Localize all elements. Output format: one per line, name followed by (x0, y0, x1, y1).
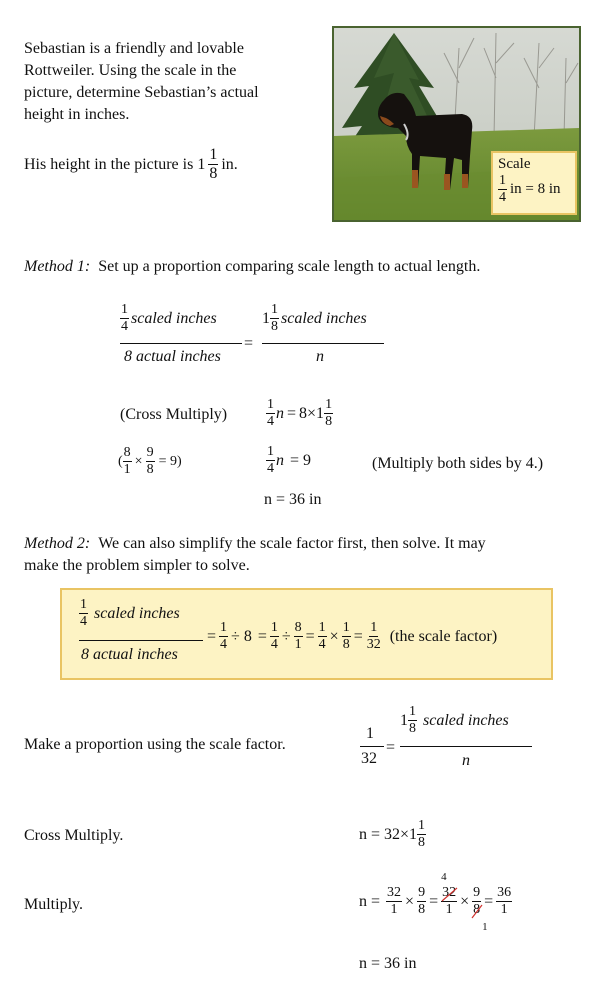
cm-frac (266, 398, 275, 429)
box-top-num: 1 (80, 597, 87, 612)
box-t6-den: 32 (366, 637, 381, 652)
box-t3 (294, 621, 303, 652)
note-open: ( (118, 453, 123, 469)
mu-cancel-bottom: 1 (482, 921, 488, 933)
box-t3-num: 8 (294, 620, 302, 635)
cm-rhs-num: 1 (325, 397, 333, 412)
box-eq: = (207, 627, 217, 645)
box-top-frac (79, 598, 88, 629)
mp-den: 32 (361, 750, 377, 767)
cm-num: 1 (267, 397, 274, 412)
mu-lhs: n = (359, 892, 381, 910)
cm-n: n (276, 404, 284, 422)
intro-paragraph (24, 38, 259, 126)
height-unit: in. (221, 155, 238, 173)
cm-rhs-den: 8 (325, 414, 333, 429)
mp-eq: = (386, 739, 396, 756)
step2-den: 4 (267, 461, 274, 476)
scale-den: 4 (499, 190, 506, 205)
mu-a (386, 886, 402, 917)
mp-words: scaled inches (423, 711, 509, 729)
scale-num: 1 (499, 173, 506, 188)
mp-bar1 (360, 746, 384, 747)
mu-eq: = (429, 892, 439, 910)
step2-note: (Multiply both sides by 4.) (372, 455, 544, 472)
mu-a-den: 1 (390, 902, 398, 917)
box-t4-num: 1 (318, 620, 326, 635)
m2-result: n = 36 in (359, 955, 417, 972)
box-t5-den: 8 (342, 637, 350, 652)
scale-legend (491, 151, 577, 215)
note-n2: 9 (146, 445, 154, 460)
scale-factor-box (60, 588, 553, 680)
p-actual: 8 actual inches (124, 348, 221, 365)
intro-line: Rottweiler. Using the scale in the (24, 62, 237, 79)
mp-fd: 8 (409, 721, 416, 736)
box-t1 (219, 621, 228, 652)
box-chain (204, 621, 497, 652)
note-frac1 (123, 446, 132, 477)
box-t4 (318, 621, 327, 652)
m2-cm-den: 8 (418, 835, 426, 850)
mu-c (441, 871, 457, 917)
picture-height-sentence (24, 147, 238, 182)
mu-d-den: 8 (473, 902, 481, 917)
cancel-mark (441, 886, 459, 902)
box-t5-num: 1 (342, 620, 350, 635)
box-t1-num: 1 (220, 620, 228, 635)
p-eq: = (244, 335, 254, 352)
box-times: × (329, 627, 339, 645)
mp-fn: 1 (409, 704, 416, 719)
step2-frac (266, 445, 275, 476)
p-whole: 1 (262, 309, 270, 327)
box-top-den: 4 (80, 614, 87, 629)
box-bottom: 8 actual inches (81, 646, 178, 663)
mu-b-den: 8 (418, 902, 426, 917)
p-frac1 (120, 303, 129, 334)
note-d2: 8 (146, 462, 154, 477)
m1-cross-label: (Cross Multiply) (120, 406, 228, 423)
m1-cross-equation (266, 398, 333, 429)
p-bar1 (120, 343, 242, 344)
mu-times: × (460, 892, 470, 910)
mp-whole: 1 (400, 711, 408, 729)
height-whole: 1 (197, 155, 206, 173)
note-frac2 (146, 446, 155, 477)
p-n: n (316, 348, 324, 365)
box-eq: = (305, 627, 315, 645)
box-top-words: scaled inches (94, 604, 180, 622)
box-label: (the scale factor) (389, 627, 498, 645)
box-div2: ÷ (281, 627, 291, 645)
scale-rest: in = 8 in (510, 181, 561, 197)
box-eq: = (353, 627, 363, 645)
m1-note (118, 446, 182, 477)
p-num2: 1 (271, 302, 278, 317)
box-main-bar (79, 640, 203, 641)
mp-bar2 (400, 746, 532, 747)
box-t2 (270, 621, 279, 652)
box-t6 (366, 621, 382, 652)
p-scaled1: scaled inches (131, 309, 217, 327)
box-t5 (342, 621, 351, 652)
p-bar2 (262, 343, 384, 344)
mu-e-den: 1 (500, 902, 508, 917)
box-t1-den: 4 (220, 637, 228, 652)
rottweiler-photo (332, 26, 581, 222)
p-scaled2: scaled inches (281, 309, 367, 327)
intro-line: Sebastian is a friendly and lovable (24, 40, 244, 57)
box-t6-num: 1 (370, 620, 378, 635)
note-close: = 9) (158, 453, 182, 469)
mu-cancel-top: 4 (441, 871, 447, 883)
mu-b-num: 9 (418, 885, 426, 900)
intro-line: picture, determine Sebastian’s actual (24, 84, 259, 101)
mu-times: × (405, 892, 415, 910)
height-den: 8 (209, 165, 218, 182)
p-den2: 8 (271, 319, 278, 334)
m2-cm-lhs: n = 32×1 (359, 825, 418, 843)
m2-multiply-text: Multiply. (24, 896, 83, 913)
height-text: His height in the picture is (24, 155, 194, 173)
method1-heading (24, 258, 480, 276)
step2-rhs: = 9 (290, 451, 312, 469)
mp-num: 1 (366, 725, 374, 742)
mu-e-num: 36 (497, 885, 512, 900)
mu-c-num-wrap (441, 886, 457, 902)
note-d1: 1 (123, 462, 131, 477)
box-div1: ÷ 8 (231, 627, 252, 645)
mu-b (417, 886, 426, 917)
box-t2-den: 4 (270, 637, 278, 652)
note-x: × (134, 453, 143, 469)
box-t2-num: 1 (270, 620, 278, 635)
box-t3-den: 1 (294, 637, 302, 652)
m2-cross-eq (359, 819, 426, 850)
m2-cross-text: Cross Multiply. (24, 827, 124, 844)
method2-text2: make the problem simpler to solve. (24, 557, 250, 574)
method2-text1: We can also simplify the scale factor first, then solve. It may (98, 535, 486, 552)
mu-d (472, 885, 488, 933)
intro-line: height in inches. (24, 106, 130, 123)
cm-den: 4 (267, 414, 274, 429)
mu-a-num: 32 (387, 885, 402, 900)
mu-d-den-wrap (472, 902, 481, 917)
step2-num: 1 (267, 444, 274, 459)
box-t4-den: 4 (318, 637, 326, 652)
m1-step2 (266, 445, 311, 476)
method1-label: Method 1: (24, 258, 91, 275)
mu-eq: = (484, 892, 494, 910)
p-den1: 4 (121, 319, 128, 334)
note-n1: 8 (123, 445, 131, 460)
mp-n: n (462, 752, 470, 769)
method2-heading (24, 533, 486, 577)
mu-c-den: 1 (445, 902, 453, 917)
cm-rhs: 8×1 (299, 404, 325, 422)
height-num: 1 (209, 146, 218, 163)
cm-eq: = (287, 404, 297, 422)
make-proportion-text: Make a proportion using the scale factor. (24, 736, 286, 753)
cancel-mark (471, 903, 483, 919)
height-fraction (208, 147, 218, 182)
scale-label: Scale (498, 156, 531, 172)
p-num1: 1 (121, 302, 128, 317)
method1-text: Set up a proportion comparing scale length to actual length. (98, 258, 481, 275)
m2-cm-num: 1 (418, 818, 426, 833)
method2-label: Method 2: (24, 535, 91, 552)
m1-result: n = 36 in (264, 491, 322, 508)
p-frac2 (270, 303, 279, 334)
m2-multiply-eq (359, 871, 512, 933)
cm-rhs-frac (324, 398, 333, 429)
mu-d-num: 9 (473, 885, 481, 900)
mp-frac (408, 705, 417, 736)
box-eq: = (257, 627, 267, 645)
m2-cm-frac (417, 819, 426, 850)
mu-c-num: 32 (442, 885, 457, 900)
step2-n: n (276, 451, 284, 469)
mu-e (496, 886, 512, 917)
scale-fraction (498, 174, 507, 205)
